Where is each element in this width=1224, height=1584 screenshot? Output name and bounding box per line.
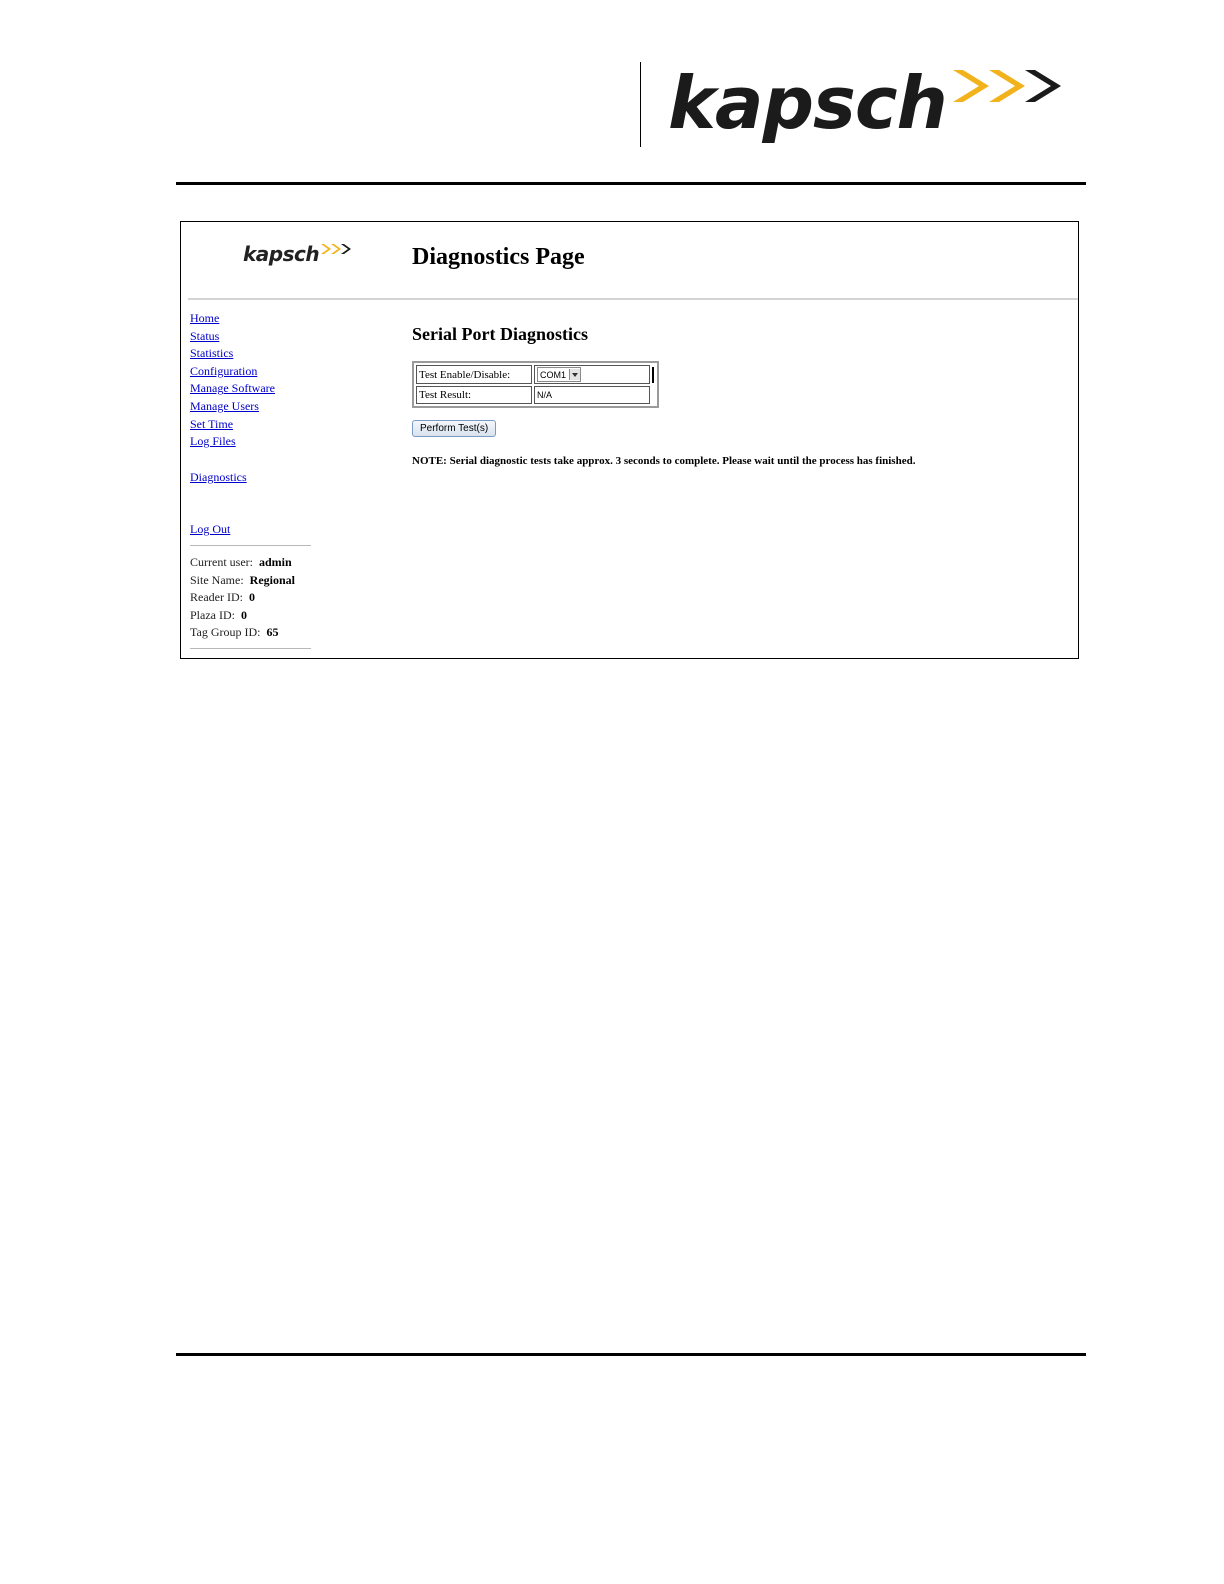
document-logo: [668, 58, 1073, 148]
info-value: Regional: [249, 572, 295, 587]
header-rule: [188, 298, 1078, 300]
logo-chevrons-icon: [953, 66, 1073, 112]
diagnostics-table: [412, 361, 659, 408]
nav-configuration-link[interactable]: Configuration: [190, 363, 258, 378]
main-content: [412, 322, 1062, 467]
info-label: Reader ID:: [190, 590, 243, 605]
info-current-user: [190, 554, 315, 572]
sidebar-divider: [190, 545, 311, 546]
nav-set-time-link[interactable]: Set Time: [190, 416, 234, 431]
chevron-down-icon[interactable]: [569, 369, 580, 380]
info-plaza-id: [190, 607, 315, 625]
table-edge: [652, 386, 655, 404]
section-title: Serial Port Diagnostics: [412, 324, 588, 344]
com-port-select[interactable]: [537, 367, 581, 382]
info-label: Plaza ID:: [190, 607, 235, 622]
nav-status-link[interactable]: Status: [190, 328, 220, 343]
app-screenshot: [180, 221, 1079, 659]
nav-diagnostics-link[interactable]: Diagnostics: [190, 469, 247, 484]
document-logo-wordmark: kapsch: [668, 61, 947, 145]
test-result-value: N/A: [537, 390, 553, 400]
com-port-selected-value: COM1: [540, 369, 567, 380]
app-logo: [243, 242, 357, 266]
perform-tests-button[interactable]: Perform Test(s): [412, 420, 496, 437]
app-logo-wordmark: kapsch: [243, 242, 320, 266]
info-label: Site Name:: [190, 572, 244, 587]
nav-manage-software-link[interactable]: Manage Software: [190, 381, 275, 396]
app-logo-chevrons-icon: [321, 243, 357, 257]
info-label: Current user:: [190, 554, 253, 569]
table-edge: [652, 365, 655, 384]
info-value: 0: [248, 590, 255, 605]
info-value: 0: [240, 607, 247, 622]
nav-statistics-link[interactable]: Statistics: [190, 346, 234, 361]
test-result-label: Test Result:: [416, 386, 532, 404]
info-value: admin: [258, 554, 292, 569]
info-tag-group-id: [190, 624, 315, 642]
header-divider: [640, 62, 641, 147]
nav-spacer: [190, 486, 315, 521]
note-text: NOTE: Serial diagnostic tests take approx. 3 seconds to complete. Please wait until the process has finished.: [412, 455, 916, 467]
sidebar-divider: [190, 648, 311, 649]
info-site-name: [190, 572, 315, 590]
app-header: [181, 222, 1078, 299]
nav-home-link[interactable]: Home: [190, 311, 220, 325]
info-reader-id: [190, 589, 315, 607]
nav-log-files-link[interactable]: Log Files: [190, 434, 236, 449]
info-value: 65: [266, 625, 279, 640]
table-edge-bar: [652, 367, 654, 383]
test-enable-label: Test Enable/Disable:: [416, 365, 532, 384]
logout-link[interactable]: Log Out: [190, 522, 231, 537]
table-row: [416, 386, 655, 404]
page-title: Diagnostics Page: [412, 244, 585, 270]
document-top-rule: [176, 182, 1086, 185]
nav-manage-users-link[interactable]: Manage Users: [190, 398, 259, 413]
test-result-cell: [534, 386, 650, 404]
nav-spacer: [190, 451, 315, 469]
info-label: Tag Group ID:: [190, 625, 261, 640]
document-bottom-rule: [176, 1353, 1086, 1356]
test-enable-cell: [534, 365, 650, 384]
table-row: [416, 365, 655, 384]
sidebar: [190, 310, 315, 657]
